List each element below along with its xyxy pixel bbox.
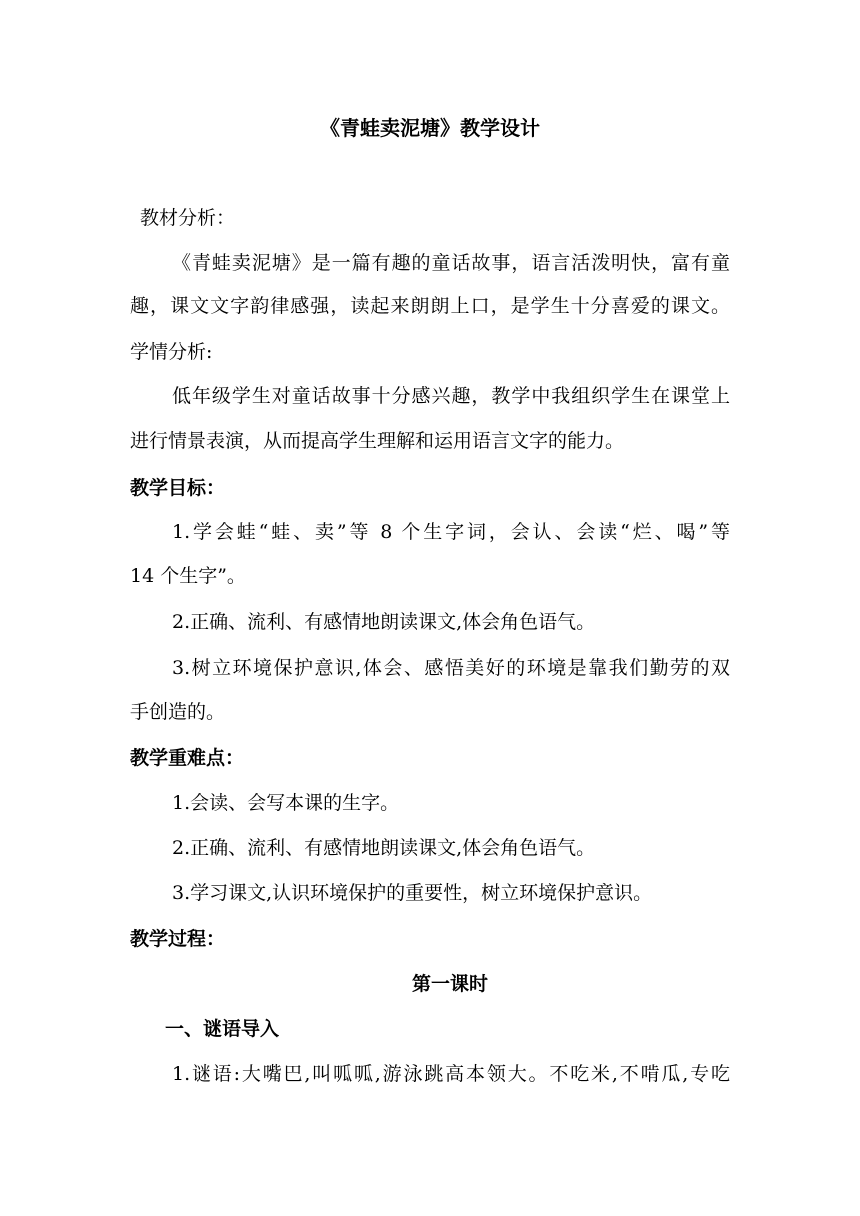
section1-heading: 一、谜语导入: [165, 1018, 280, 1040]
material-analysis-heading: 教材分析：: [140, 207, 236, 229]
goals-item3-line1: 3.树立环境保护意识,体会、感悟美好的环境是靠我们勤劳的双: [172, 657, 730, 679]
key-points-item3: 3.学习课文,认识环境保护的重要性，树立环境保护意识。: [172, 882, 653, 904]
process-heading: 教学过程：: [130, 928, 226, 950]
student-analysis-line2: 进行情景表演，从而提高学生理解和运用语言文字的能力。: [130, 430, 625, 452]
key-points-item2: 2.正确、流利、有感情地朗读课文,体会角色语气。: [172, 837, 596, 859]
lesson-title: 第一课时: [411, 973, 488, 995]
key-points-heading: 教学重难点：: [130, 747, 245, 769]
material-analysis-line2: 趣，课文文字韵律感强，读起来朗朗上口，是学生十分喜爱的课文。: [130, 295, 730, 317]
key-points-item1: 1.会读、会写本课的生字。: [172, 792, 400, 814]
student-analysis-line1: 低年级学生对童话故事十分感兴趣，教学中我组织学生在课堂上: [172, 385, 730, 407]
goals-heading: 教学目标：: [130, 477, 226, 499]
document-title: 《青蛙卖泥塘》教学设计: [320, 116, 540, 140]
goals-item3-line2: 手创造的。: [130, 701, 226, 723]
goals-item1-line2: 14 个生字”。: [130, 565, 246, 587]
goals-item1-line1: 1.学会蛙“蛙、卖”等 8 个生字词，会认、会读“烂、喝”等: [172, 521, 730, 543]
goals-item2: 2.正确、流利、有感情地朗读课文,体会角色语气。: [172, 611, 596, 633]
student-analysis-heading: 学情分析:: [130, 341, 213, 363]
riddle-line: 1.谜语:大嘴巴,叫呱呱,游泳跳高本领大。不吃米,不啃瓜,专吃: [172, 1063, 730, 1085]
material-analysis-line1: 《青蛙卖泥塘》是一篇有趣的童话故事，语言活泼明快，富有童: [172, 252, 730, 274]
